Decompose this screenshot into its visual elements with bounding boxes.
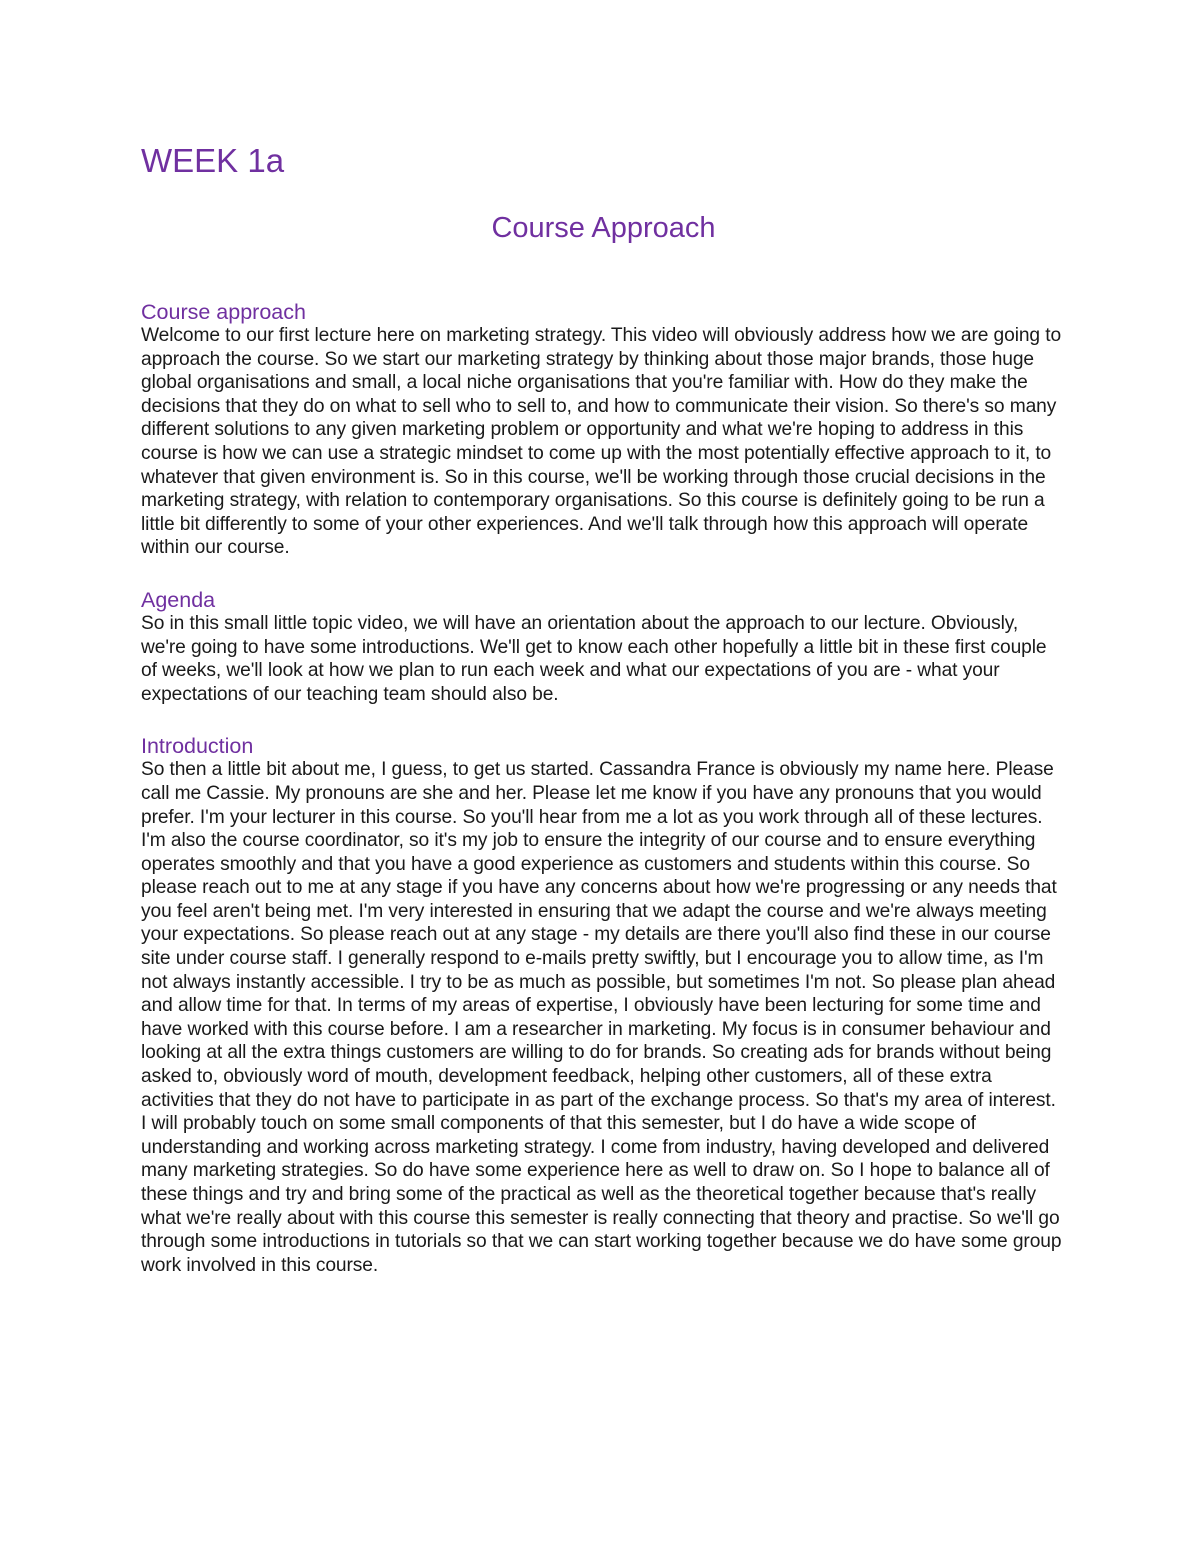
week-title: WEEK 1a <box>141 142 285 179</box>
section-body: So then a little bit about me, I guess, to get us started. Cassandra France is obviously my name here. Please call me Cassie. My pronouns are she and her. Please let me know if you have any pronouns that you would prefer. I'm your lecturer in this course. So you'll hear from me a lot as you work through all of these lectures. I'm also the course coordinator, so it's my job to ensure the integrity of our course and to ensure everything operates smoothly and that you have a good experience as customers and students within this course. So please reach out to me at any stage if you have any concerns about how we're progressing or any needs that you feel aren't being met. I'm very interested in ensuring that we adapt the course and we're always meeting your expectations. So please reach out at any stage - my details are there you'll also find these in our course site under course staff. I generally respond to e-mails pretty swiftly, but I encourage you to allow time, as I'm not always instantly accessible. I try to be as much as possible, but sometimes I'm not. So please plan ahead and allow time for that. In terms of my areas of expertise, I obviously have been lecturing for some time and have worked with this course before. I am a researcher in marketing. My focus is in consumer behaviour and looking at all the extra things customers are willing to do for brands. So creating ads for brands without being asked to, obviously word of mouth, development feedback, helping other customers, all of these extra activities that they do not have to participate in as part of the exchange process. So that's my area of interest. I will probably touch on some small components of that this semester, but I do have a wide scope of understanding and working across marketing strategy. I come from industry, having developed and delivered many marketing strategies. So do have some experience here as well to draw on. So I hope to balance all of these things and try and bring some of the practical as well as the theoretical together because that's really what we're really about with this course this semester is really connecting that theory and practise. So we'll go through some introductions in tutorials so that we can start working together because we do have some group work involved in this course. <box>141 759 1062 1276</box>
section-heading: Introduction <box>141 734 254 759</box>
section-introduction <box>141 734 1066 1277</box>
section-body: Welcome to our first lecture here on marketing strategy. This video will obviously address how we are going to approach the course. So we start our marketing strategy by thinking about those major brands, those huge global organisations and small, a local niche organisations that you're familiar with. How do they make the decisions that they do on what to sell who to sell to, and how to communicate their vision. So there's so many different solutions to any given marketing problem or opportunity and what we're hoping to address in this course is how we can use a strategic mindset to come up with the most potentially effective approach to it, to whatever that given environment is. So in this course, we'll be working through those crucial decisions in the marketing strategy, with relation to contemporary organisations. So this course is definitely going to be run a little bit differently to some of your other experiences. And we'll talk through how this approach will operate within our course. <box>141 325 1062 559</box>
section-course-approach <box>141 300 1066 560</box>
section-agenda <box>141 588 1066 706</box>
section-heading: Agenda <box>141 587 216 612</box>
document-content <box>141 138 1066 1277</box>
document-title: Course Approach <box>491 212 716 244</box>
section-body: So in this small little topic video, we will have an orientation about the approach to our lecture. Obviously, we're going to have some introductions. We'll get to know each other hopefully a little bit in these first couple of weeks, we'll look at how we plan to run each week and what our expectations of you are - what your expectations of our teaching team should also be. <box>141 612 1047 705</box>
section-heading: Course approach <box>141 300 306 324</box>
